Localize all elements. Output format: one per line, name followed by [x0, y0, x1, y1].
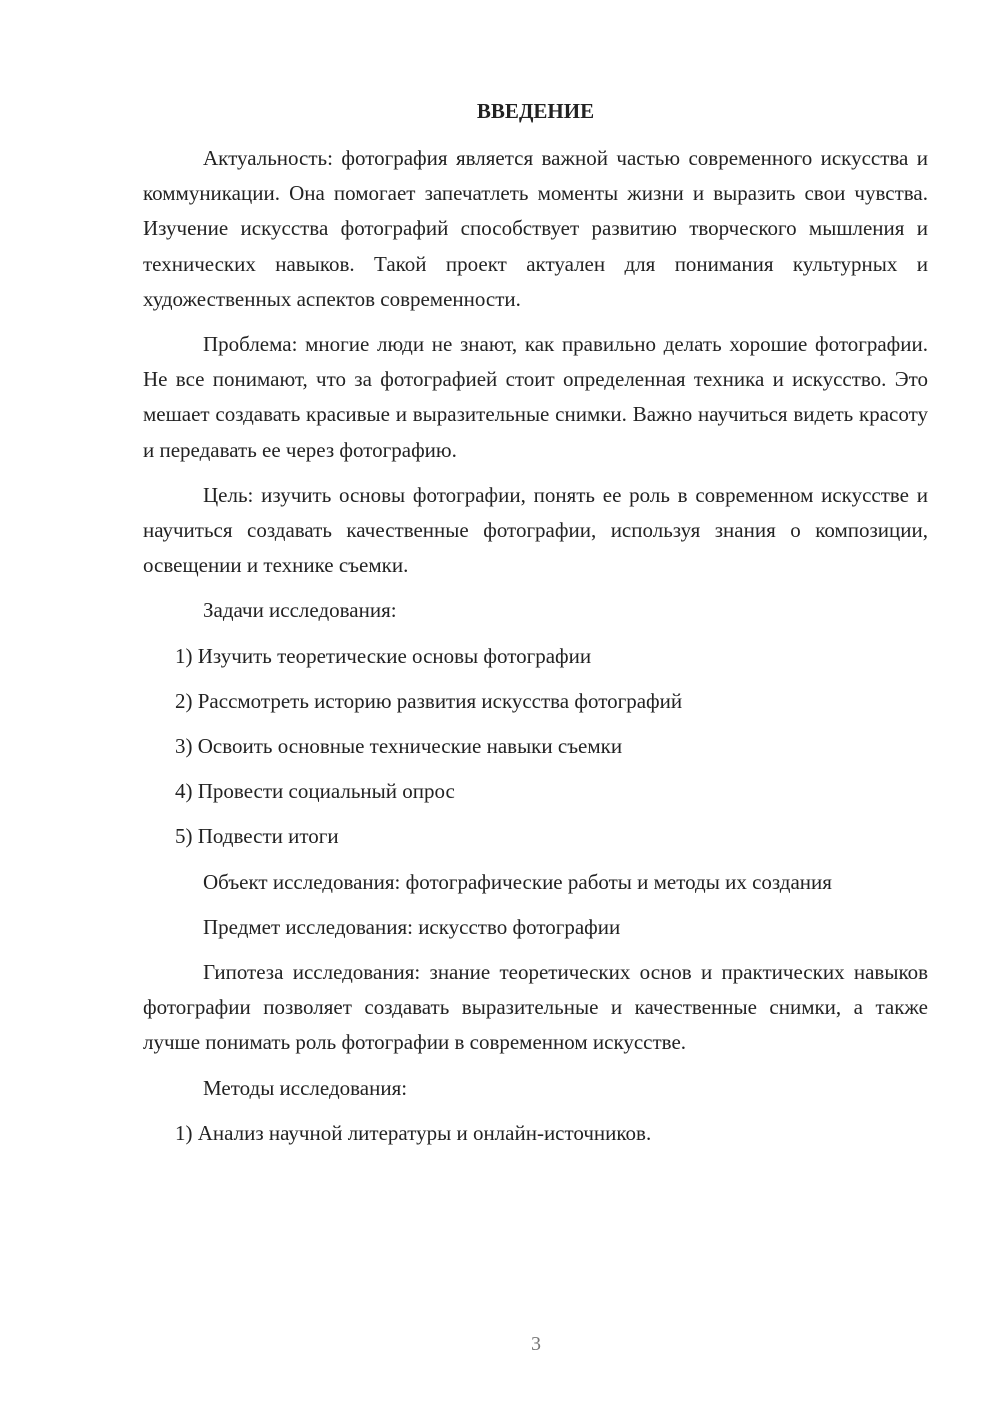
- goal-paragraph: Цель: изучить основы фотографии, понять ее роль в современном искусстве и научиться создавать качественные фотографии, используя знания о композиции, освещении и технике съемки.: [143, 482, 928, 578]
- subject-paragraph: Предмет исследования: искусство фотографии: [203, 914, 621, 939]
- object-paragraph: Объект исследования: фотографические работы и методы их создания: [203, 869, 832, 894]
- page-number: 3: [531, 1333, 541, 1355]
- tasks-title: Задачи исследования:: [203, 598, 397, 623]
- problem-paragraph: Проблема: многие люди не знают, как правильно делать хорошие фотографии. Не все понимают, что за фотографией стоит определенная техника и искусство. Это мешает создавать красивые и выразительные снимки. Важно научиться видеть красоту и передавать ее через фотографию.: [143, 332, 928, 462]
- section-heading: ВВЕДЕНИЕ: [476, 99, 595, 123]
- hypothesis-paragraph: Гипотеза исследования: знание теоретических основ и практических навыков фотографии позволяет создавать выразительные и качественные снимки, а также лучше понимать роль фотографии в современном искусстве.: [143, 960, 928, 1055]
- relevance-paragraph: Актуальность: фотография является важной частью современного искусства и коммуникации. Она помогает запечатлеть моменты жизни и выразить свои чувства. Изучение искусства фотографий способствует развитию творческого мышления и технических навыков. Такой проект актуален для понимания культурных и художественных аспектов современности.: [143, 146, 928, 311]
- task-item-4: 4) Провести социальный опрос: [175, 779, 455, 804]
- method-item-1: 1) Анализ научной литературы и онлайн-источников.: [175, 1120, 652, 1145]
- task-item-5: 5) Подвести итоги: [175, 824, 339, 849]
- document-page: [143, 94, 928, 1161]
- task-item-3: 3) Освоить основные технические навыки съемки: [175, 734, 623, 759]
- methods-title: Методы исследования:: [203, 1075, 408, 1100]
- task-item-1: 1) Изучить теоретические основы фотографии: [175, 643, 592, 668]
- task-item-2: 2) Рассмотреть историю развития искусства фотографий: [175, 688, 683, 713]
